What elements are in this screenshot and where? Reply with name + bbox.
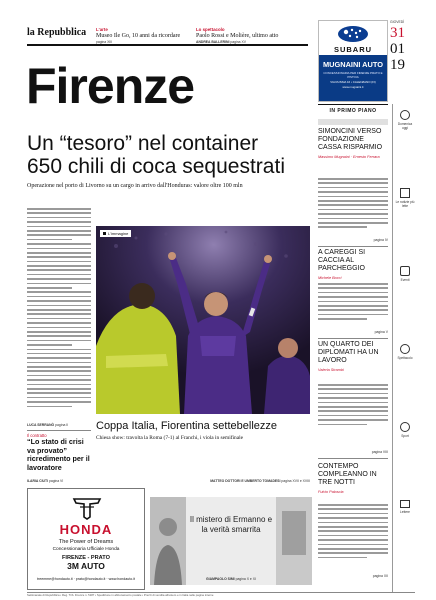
- sport-page: pagina XVII e XVIII: [281, 479, 310, 483]
- books-photo-right: [276, 497, 312, 585]
- lead-body-column: [27, 208, 91, 440]
- list-icon: [400, 188, 410, 198]
- sidebar-headline: “Lo stato di crisi va provato” ricredimento per il lavoratore: [27, 437, 90, 472]
- right-item-3-page: pagina VIII: [371, 450, 388, 454]
- right-item-headline: CONTEMPO COMPLEANNO IN TRE NOTTI: [318, 463, 377, 487]
- subaru-ad[interactable]: [318, 20, 388, 102]
- section-band: [318, 119, 388, 125]
- footer-rule: [27, 592, 415, 593]
- football-photo[interactable]: [96, 226, 310, 414]
- teaser-kicker: L'arte: [96, 27, 108, 32]
- teaser-byline: ANDREA BALLERINI: [196, 39, 230, 44]
- masthead-brand-block: [27, 27, 87, 41]
- right-item-authors: Massimo Mugnaini · Ernesto Ferrara: [318, 154, 380, 159]
- teaser-art[interactable]: [96, 27, 194, 44]
- edge-strip-label: Le notizie più lette: [395, 200, 415, 208]
- sport-headline: Coppa Italia, Fiorentina settebellezze: [96, 420, 277, 432]
- clock-icon: [400, 110, 410, 120]
- honda-contact: treemme@hondauto.it · prato@hondauto.it · www.hondauto.it: [37, 577, 135, 581]
- honda-location: FIRENZE - PRATO: [62, 555, 110, 561]
- lead-byline: LUCA SERRANÒ: [27, 423, 55, 427]
- right-item-2-page: pagina V: [374, 330, 388, 334]
- ball-icon: [400, 422, 410, 432]
- teaser-page: pagina XIII: [96, 39, 113, 44]
- ticket-icon: [400, 344, 410, 354]
- photo-tag: [100, 230, 131, 237]
- teaser-show[interactable]: [196, 27, 304, 44]
- teaser-headline: Museo Ile Go, 10 anni da ricordare: [96, 32, 181, 39]
- right-item-4-page: pagina XII: [372, 574, 388, 578]
- date-month: 01: [390, 41, 405, 57]
- teaser-headline: Paolo Rossi e Molière, ultimo atto: [196, 32, 279, 39]
- edge-strip-label: Domenica oggi: [397, 122, 413, 130]
- edge-strip-item[interactable]: [395, 344, 415, 422]
- honda-caption: Concessionaria Ufficiale Honda: [52, 547, 120, 552]
- edge-strip-item[interactable]: [395, 422, 415, 500]
- edge-strip-item[interactable]: [395, 266, 415, 344]
- right-item-3[interactable]: [318, 341, 388, 372]
- books-credit: [188, 577, 274, 581]
- subaru-logo-area: [319, 21, 387, 55]
- sidebar-page: pagina VI: [48, 479, 64, 483]
- edge-strip: [395, 110, 415, 570]
- edge-strip-item[interactable]: [395, 188, 415, 266]
- sidebar-story[interactable]: [27, 433, 91, 472]
- right-item-authors: Valeria Strambi: [318, 367, 344, 372]
- right-item-2[interactable]: [318, 249, 388, 280]
- lead-story[interactable]: [27, 132, 310, 190]
- lead-subhead: Operazione nel porto di Livorno su un cargo in arrivo dall'Honduras: valore oltre 100 mln: [27, 183, 243, 189]
- right-item-1-body: [318, 178, 388, 242]
- right-item-4[interactable]: [318, 463, 388, 494]
- right-item-headline: A CAREGGI SI CACCIA AL PARCHEGGIO: [318, 249, 366, 273]
- newspaper-brand: la Repubblica: [27, 27, 87, 38]
- lead-credit: [27, 423, 91, 427]
- dealer-tagline: CONCESSIONARIA PER FIRENZE PRATO E PISTOIA: [323, 71, 383, 79]
- photo-tag-box: [103, 232, 106, 235]
- right-item-1[interactable]: [318, 128, 388, 159]
- portrait-icon: [150, 497, 186, 585]
- right-item-authors: Michele Bocci: [318, 275, 342, 280]
- footer-text: Settimanale di Repubblica • Reg. Trib. Firenze n. 5187 • Spedizione in abbonamento postale • Prezzi di vendita all'estero e in Italia nelle pagine interne: [27, 594, 214, 597]
- city-title: [26, 58, 194, 114]
- edge-strip-label: Lettere: [400, 510, 410, 514]
- lead-page: pagina II: [55, 423, 69, 427]
- city-name: Firenze: [26, 58, 195, 114]
- sidebar-credit: [27, 479, 91, 483]
- edge-strip-label: Sport: [401, 434, 409, 438]
- date-year: 19: [390, 57, 405, 73]
- sidebar-kicker: Il contratto: [27, 433, 47, 438]
- books-page: pagina X e XI: [235, 577, 256, 581]
- date-day: 31: [390, 25, 405, 41]
- photo-tag-label: L'immagine: [108, 231, 129, 236]
- edge-strip-label: Eventi: [400, 278, 410, 282]
- dealer-web: www.mugnaini.it: [342, 84, 364, 89]
- sport-credit: [180, 479, 310, 483]
- sidebar-byline: ILARIA CIUTI: [27, 479, 48, 483]
- edge-strip-item[interactable]: [395, 500, 415, 570]
- book-cover-icon: [276, 497, 312, 585]
- sport-byline: MATTEO DOTTORI E UMBERTO TOMADESI: [210, 479, 281, 483]
- right-divider: [318, 246, 388, 247]
- teaser-kicker: Lo spettacolo: [196, 27, 225, 32]
- right-item-headline: SIMONCINI VERSO FONDAZIONE CASSA RISPARMIO: [318, 128, 383, 152]
- sidebar-divider: [27, 430, 91, 431]
- sport-story[interactable]: [96, 420, 310, 441]
- right-item-3-body: [318, 384, 388, 438]
- edge-strip-item[interactable]: [395, 110, 415, 188]
- right-item-1-page: pagina IV: [373, 238, 388, 242]
- mugnaini-panel: [319, 55, 387, 101]
- right-item-4-body: [318, 504, 388, 574]
- right-divider: [318, 338, 388, 339]
- edge-strip-label: Spettacolo: [397, 356, 413, 360]
- issue-date: [390, 20, 412, 73]
- books-byline: GIAMPAOLO SIMI: [206, 577, 235, 581]
- right-item-2-body: [318, 283, 388, 331]
- honda-ad[interactable]: [27, 488, 145, 590]
- envelope-icon: [400, 500, 410, 508]
- lead-headline-2: 650 chili di coca sequestrati: [27, 155, 285, 178]
- honda-brand: HONDA: [59, 522, 113, 537]
- right-item-headline: UN QUARTO DEI DIPLOMATI HA UN LAVORO: [318, 341, 379, 365]
- sport-subhead: Chiesa show: travolta la Roma (7-1) al Franchi, i viola in semifinale: [96, 435, 244, 441]
- books-box[interactable]: [150, 497, 312, 585]
- dealer-name: MUGNAINI AUTO: [323, 60, 383, 69]
- honda-slogan: The Power of Dreams: [58, 539, 114, 545]
- section-label: IN PRIMO PIANO: [329, 108, 377, 114]
- right-column-rule: [318, 104, 388, 105]
- honda-wing-icon: [72, 495, 102, 521]
- honda-dealer: 3M AUTO: [67, 561, 105, 571]
- date-weekday: GIOVEDÌ: [390, 20, 405, 24]
- edge-strip-rule: [392, 104, 393, 592]
- lead-headline-1: Un “tesoro” nel container: [27, 132, 259, 155]
- calendar-icon: [400, 266, 410, 276]
- teaser-page: pagina XV: [230, 39, 247, 44]
- subaru-brand: SUBARU: [333, 45, 373, 54]
- celebration-photo-image: [96, 226, 310, 414]
- right-divider: [318, 458, 388, 459]
- masthead-rule: [27, 44, 308, 46]
- books-photo-left: [150, 497, 186, 585]
- right-item-authors: Fulvio Paloscia: [318, 489, 344, 494]
- dealer-address: VIA RUSSIA 16 • CALENZANO (FI): [330, 80, 376, 85]
- books-headline: Il mistero di Ermanno e la verità smarrita: [189, 515, 273, 534]
